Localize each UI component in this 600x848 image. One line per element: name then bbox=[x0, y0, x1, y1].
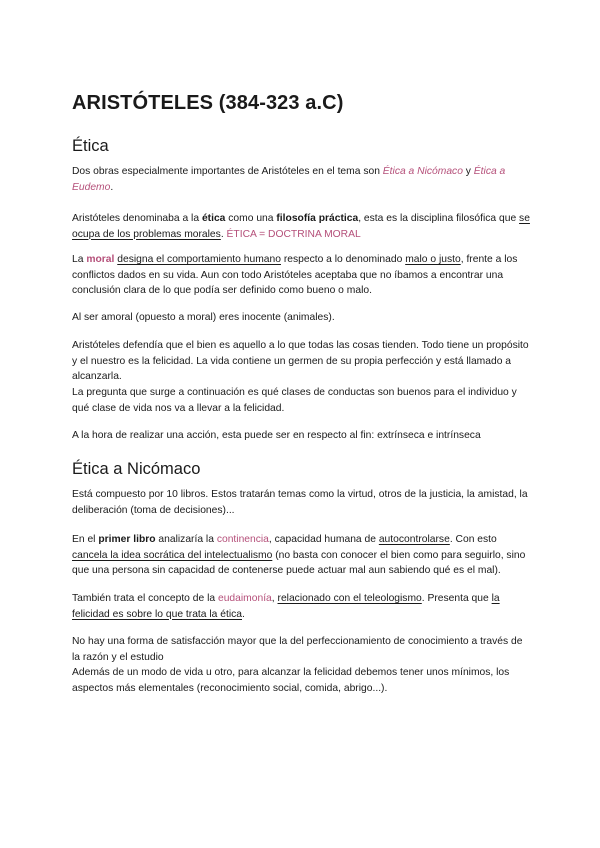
term-primer-libro: primer libro bbox=[98, 534, 156, 545]
paragraph-eudaimonia bbox=[72, 591, 532, 622]
page-title: ARISTÓTELES (384-323 a.C) bbox=[72, 92, 344, 114]
underlined-phrase: se ocupa de los problemas morales bbox=[72, 213, 530, 240]
paragraph-accion: A la hora de realizar una acción, esta puede ser en respecto al fin: extrínseca e intrínseca bbox=[72, 430, 481, 441]
highlight-etica-doctrina: ÉTICA = DOCTRINA MORAL bbox=[226, 228, 361, 240]
underlined-phrase: designa el comportamiento humano bbox=[117, 254, 281, 265]
underlined-phrase: relacionado con el teleologismo bbox=[277, 593, 422, 604]
paragraph-primer-libro bbox=[72, 532, 532, 579]
text-run: , esta es la disciplina filosófica que bbox=[358, 213, 520, 224]
text-run: . bbox=[242, 608, 245, 620]
text-run: También trata el concepto de la bbox=[72, 593, 218, 604]
paragraph-libros: Está compuesto por 10 libros. Estos tratarán temas como la virtud, otros de la justicia, la amistad, la deliberación (toma de decisiones)... bbox=[72, 489, 528, 516]
text-run: . bbox=[110, 181, 114, 193]
book-title-eudemo: Ética a Eudemo bbox=[72, 166, 506, 193]
underlined-phrase: la felicidad es sobre lo que trata la ética bbox=[72, 593, 500, 620]
text-run: analizaría la bbox=[155, 534, 217, 545]
term-etica: ética bbox=[201, 213, 226, 224]
text-run: . Con esto bbox=[449, 534, 497, 545]
term-eudaimonia: eudaimonía bbox=[217, 593, 272, 604]
text-run: y bbox=[462, 166, 474, 177]
text-run: , bbox=[271, 593, 278, 604]
paragraph-minimos: Además de un modo de vida u otro, para alcanzar la felicidad debemos tener unos mínimos, los aspectos más elementales (reconocimiento social, comida, abrigo...). bbox=[72, 667, 510, 694]
term-continencia: continencia bbox=[216, 534, 269, 545]
section-heading-nicomaco: Ética a Nicómaco bbox=[72, 460, 201, 478]
text-run: Aristóteles denominaba a la bbox=[72, 213, 202, 224]
book-title-nicomaco: Ética a Nicómaco bbox=[382, 166, 463, 177]
paragraph-obras bbox=[72, 164, 532, 195]
term-filosofia-practica: filosofía práctica bbox=[276, 213, 359, 224]
text-run: (no basta con conocer el bien como para seguirlo, sino que una persona sin capacidad de contenerse puede actuar mal aun sabiendo qué es el mal). bbox=[72, 549, 526, 577]
text-run: En el bbox=[72, 534, 99, 545]
text-run: , frente a los conflictos dados en su vida. Aun con todo Aristóteles aceptaba que no íbamos a encontrar una conclusión clara de lo que podía ser definido como bueno o malo. bbox=[72, 254, 518, 297]
paragraph-satisfaccion: No hay una forma de satisfacción mayor que la del perfeccionamiento de conocimiento a través de la razón y el estudio bbox=[72, 636, 523, 663]
underlined-phrase: malo o justo bbox=[405, 254, 461, 265]
term-moral: moral bbox=[86, 254, 115, 265]
paragraph-etica-definicion bbox=[72, 211, 532, 242]
paragraph-amoral: Al ser amoral (opuesto a moral) eres inocente (animales). bbox=[72, 312, 335, 323]
text-run: Dos obras especialmente importantes de Aristóteles en el tema son bbox=[72, 166, 383, 177]
section-heading-etica: Ética bbox=[72, 137, 109, 155]
text-run: . Presenta que bbox=[421, 593, 492, 604]
text-run: La bbox=[72, 254, 87, 265]
text-run: , capacidad humana de bbox=[268, 534, 379, 545]
paragraph-moral bbox=[72, 252, 532, 299]
paragraph-pregunta: La pregunta que surge a continuación es qué clases de conductas son buenos para el individuo y qué clase de vida nos va a llevar a la felicidad. bbox=[72, 387, 517, 414]
paragraph-bien-felicidad: Aristóteles defendía que el bien es aquello a lo que todas las cosas tienden. Todo tiene un propósito y el nuestro es la felicidad. La vida contiene un germen de su propia perfección y está llamado a alcanzarla. bbox=[72, 340, 529, 383]
underlined-phrase: cancela la idea socrática del intelectualismo bbox=[72, 549, 273, 561]
underlined-phrase: autocontrolarse bbox=[378, 534, 450, 545]
text-run: como una bbox=[225, 213, 277, 224]
text-run: . bbox=[220, 228, 227, 240]
text-run: respecto a lo denominado bbox=[280, 254, 406, 265]
